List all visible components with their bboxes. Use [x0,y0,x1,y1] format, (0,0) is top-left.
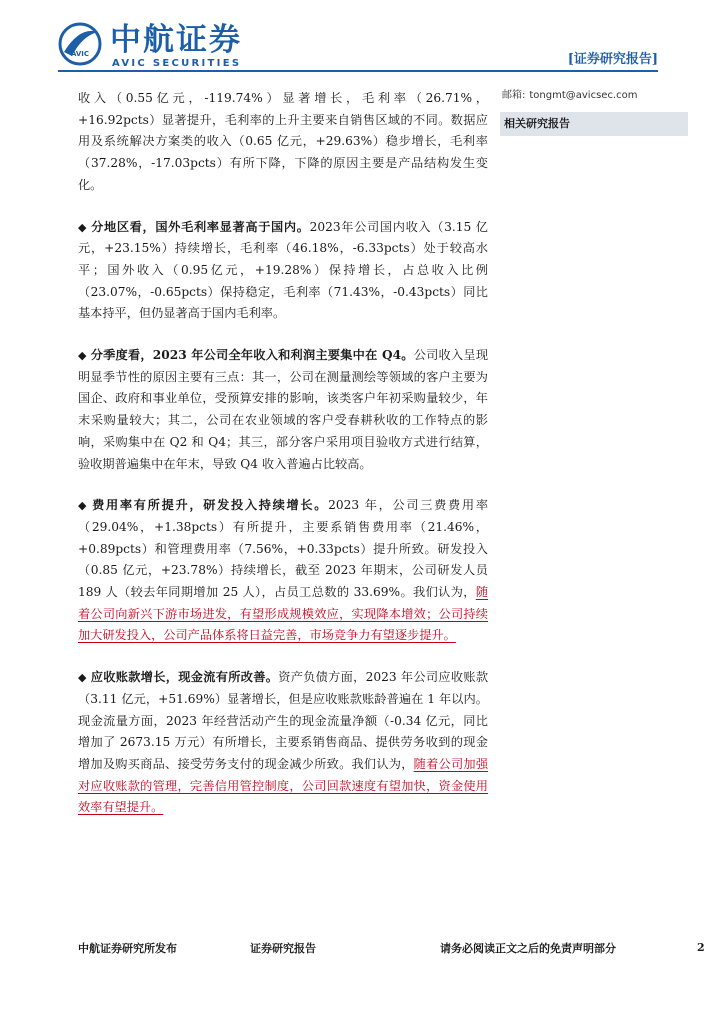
footer-report-type: 证券研究报告 [250,942,316,955]
diamond-bullet-icon: ◆ [78,671,87,685]
paragraph-text: 资产负债方面，2023 年公司应收账款（3.11 亿元，+51.69%）显著增长，但是应收账款账龄普遍在 1 年以内。现金流量方面，2023 年经营活动产生的现金流量净额（-0.34 亿元，同比增加了 2673.15 万元）有所增长，主要系销售商品、提供劳务收到的现金增加及购买商品、接受劳务支付的现金减少所致。我们认为， [78,670,489,771]
paragraph-lead: 应收账款增长，现金流有所改善。 [90,670,279,685]
diamond-bullet-icon: ◆ [78,349,87,363]
paragraph-lead: 分季度看，2023 年公司全年收入和利润主要集中在 Q4。 [90,348,414,363]
email-label: 邮箱: [502,90,526,101]
paragraph-text: 收入（0.55亿元，-119.74%）显著增长，毛利率（26.71%，+16.92pcts）显著提升，毛利率的上升主要来自销售区域的不同。数据应用及系统解决方案类的收入（0.65 亿元，+29.63%）稳步增长，毛利率（37.28%，-17.03pcts）有所下降，下降的原因主要是产品结构发生变化。 [78,91,488,192]
paragraph-text: 公司收入呈现明显季节性的原因主要有三点：其一，公司在测量测绘等领域的客户主要为国企、政府和事业单位，受预算安排的影响，该类客户年初采购量较少，年末采购量较大；其二，公司在农业领域的客户受春耕秋收的工作特点的影响，采购集中在 Q2 和 Q4；其三，部分客户采用项目验收方式进行结算，验收期普遍集中在年末，导致 Q4 收入普遍占比较高。 [78,348,489,471]
main-text-column [78,88,488,839]
footer-publisher: 中航证券研究所发布 [78,942,177,955]
diamond-bullet-icon: ◆ [78,220,88,234]
paragraph-text: 2023 年，公司三费费用率（29.04%，+1.38pcts）有所提升，主要系销售费用率（21.46%，+0.89pcts）和管理费用率（7.56%，+0.33pcts）提升所致。研发投入（0.85 亿元，+23.78%）持续增长，截至 2023 年期末，公司研发人员 189 人（较去年同期增加 25 人），占员工总数的 33.69%。我们认为， [78,498,489,600]
paragraph-continued [78,88,488,197]
report-type-tag: [证券研究报告] [567,52,658,67]
diamond-bullet-icon: ◆ [78,499,89,513]
email-address[interactable]: tongmt@avicsec.com [529,90,638,101]
paragraph-lead: 费用率有所提升，研发投入持续增长。 [92,498,329,513]
highlighted-conclusion: 随着公司加强对应收账款的管理，完善信用管控制度，公司回款速度有望加快，资金使用效率有望提升。 [78,756,489,815]
page-footer [0,932,724,962]
paragraph-text: 2023年公司国内收入（3.15 亿元，+23.15%）持续增长，毛利率（46.18%，-6.33pcts）处于较高水平；国外收入（0.95亿元，+19.28%）保持增长，占总收入比例（23.07%，-0.65pcts）保持稳定，毛利率（71.43%，-0.43pcts）同比基本持平，但仍显著高于国内毛利率。 [78,219,488,321]
sidebar [500,88,688,136]
related-reports-title: 相关研究报告 [500,112,688,136]
highlighted-conclusion: 随着公司向新兴下游市场进发，有望形成规模效应，实现降本增效；公司持续加大研发投入，公司产品体系将日益完善，市场竞争力有望逐步提升。 [78,585,488,643]
company-name-en: AVIC SECURITIES [112,58,242,69]
page-header [0,0,724,80]
paragraph-quarterly [78,345,488,475]
header-divider [58,70,658,72]
avic-logo-icon [58,22,102,66]
paragraph-lead: 分地区看，国外毛利率显著高于国内。 [91,219,310,234]
logo-mark-text: AVIC [70,50,90,58]
analyst-email [500,88,688,104]
paragraph-regional [78,217,488,326]
company-name-cn: 中航证券 [110,22,242,58]
footer-disclaimer-note: 请务必阅读正文之后的免责声明部分 [440,942,616,955]
paragraph-expenses [78,495,488,647]
page-number: 2 [697,941,705,954]
paragraph-receivables [78,667,488,819]
